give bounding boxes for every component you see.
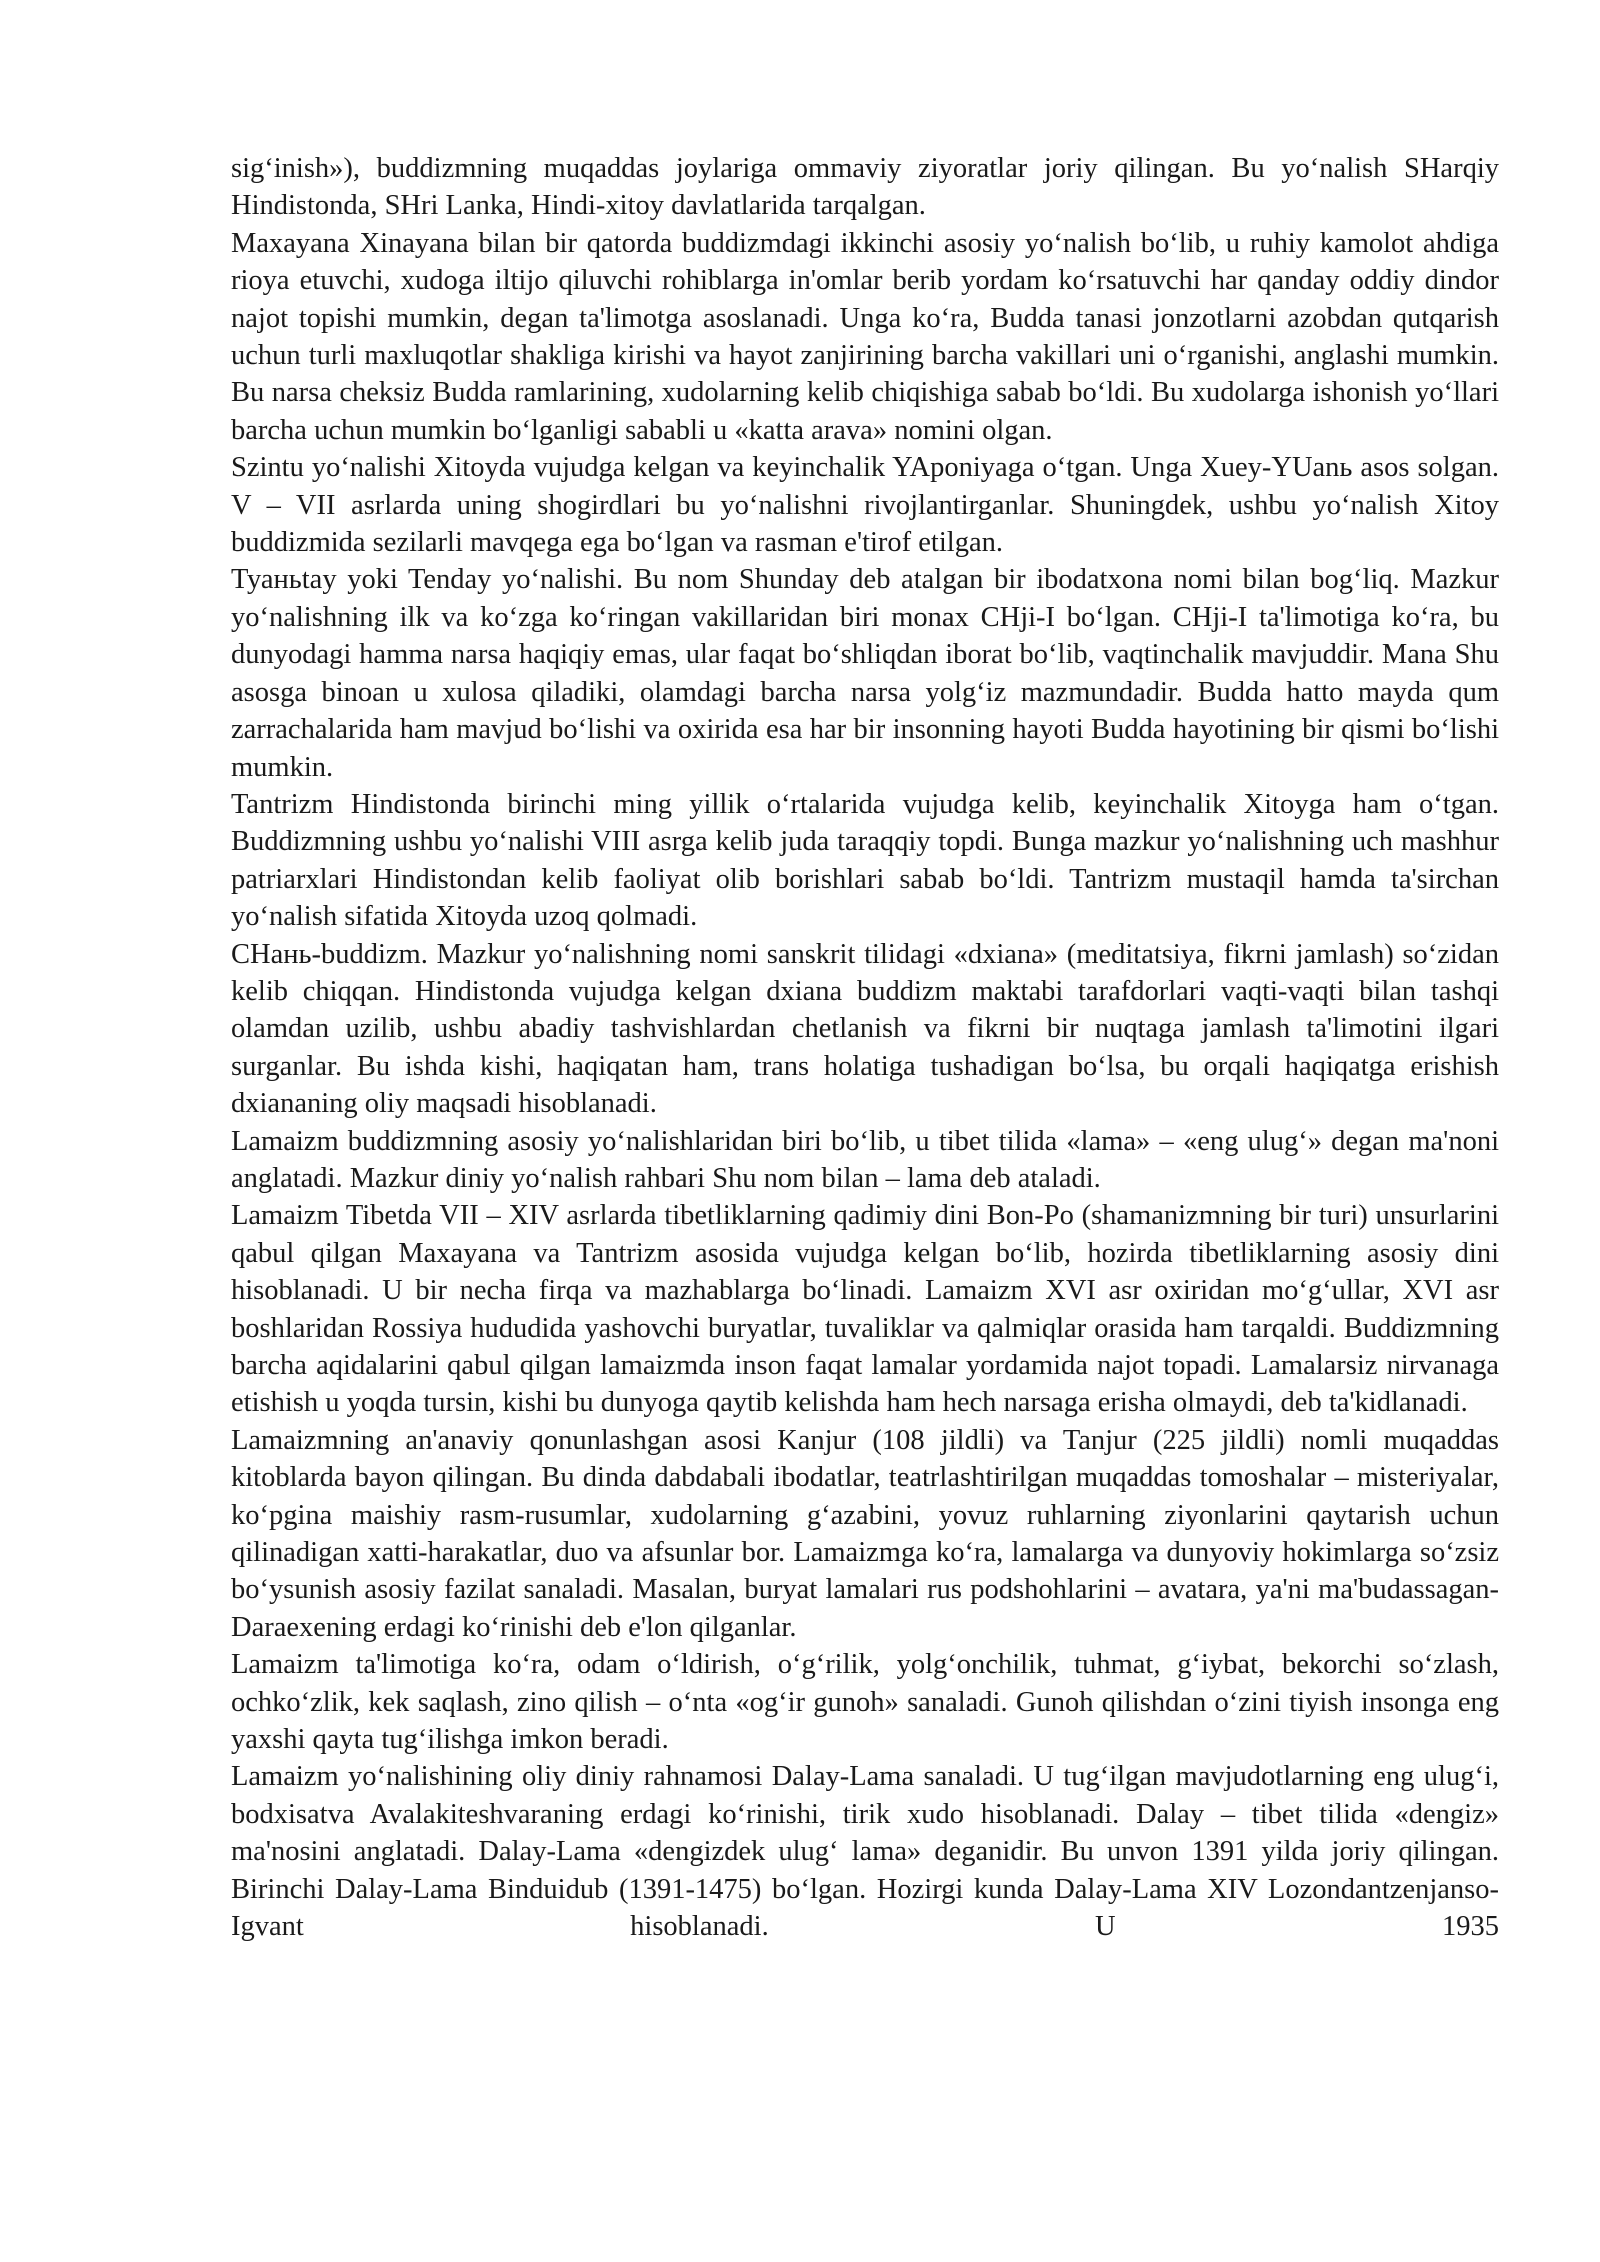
paragraph-5: Tantrizm Hindistonda birinchi ming yillik o‘rtalarida vujudga kelib, keyinchalik Xitoyga ham o‘tgan. Buddizmning ushbu yo‘nalishi VIII asrga kelib juda taraqqiy topdi. Bunga mazkur yo‘nalishning uch mashhur patriarxlari Hindistondan kelib faoliyat olib borishlari sabab bo‘ldi. Tantrizm mustaqil hamda ta'sirchan yo‘nalish sifatida Xitoyda uzoq qolmadi. — [231, 788, 1499, 933]
paragraph-4: Туаньtay yoki Tenday yo‘nalishi. Bu nom Shunday deb atalgan bir ibodatxona nomi bilan bog‘liq. Mazkur yo‘nalishning ilk va ko‘zga ko‘ringan vakillaridan biri monax CHji-I bo‘lgan. CHji-I ta'limotiga ko‘ra, bu dunyodagi hamma narsa haqiqiy emas, ular faqat bo‘shliqdan iborat bo‘lib, vaqtinchalik mavjuddir. Mana Shu asosga binoan u xulosa qiladiki, olamdagi barcha narsa yolg‘iz mazmundadir. Budda hatto mayda qum zarrachalarida ham mavjud bo‘lishi va oxirida esa har bir insonning hayoti Budda hayotining bir qismi bo‘lishi mumkin. — [231, 564, 1499, 783]
paragraph-3: Szintu yo‘nalishi Xitoyda vujudga kelgan va keyinchalik YAponiyaga o‘tgan. Unga Xuey-YUanь asos solgan. V – VII asrlarda uning shogirdlari bu yo‘nalishni rivojlantirganlar. Shuningdek, ushbu yo‘nalish Xitoy buddizmida sezilarli mavqega ega bo‘lgan va rasman e'tirof etilgan. — [231, 452, 1499, 559]
paragraph-2: Maxayana Xinayana bilan bir qatorda buddizmdagi ikkinchi asosiy yo‘nalish bo‘lib, u ruhiy kamolot ahdiga rioya etuvchi, xudoga iltijo qiluvchi rohiblarga in'omlar berib yordam ko‘rsatuvchi har qanday oddiy dindor najot topishi mumkin, degan ta'limotga asoslanadi. Unga ko‘ra, Budda tanasi jonzotlarni azobdan qutqarish uchun turli maxluqotlar shakliga kirishi va hayot zanjirining barcha vakillari uni o‘rganishi, anglashi mumkin. Bu narsa cheksiz Budda ramlarining, xudolarning kelib chiqishiga sabab bo‘ldi. Bu xudolarga ishonish yo‘llari barcha uchun mumkin bo‘lganligi sababli u «katta arava» nomini olgan. — [231, 227, 1499, 446]
paragraph-9: Lamaizmning an'anaviy qonunlashgan asosi Kanjur (108 jildli) va Tanjur (225 jildli) nomli muqaddas kitoblarda bayon qilingan. Bu dinda dabdabali ibodatlar, teatrlashtirilgan muqaddas tomoshalar – misteriyalar, ko‘pgina maishiy rasm-rusumlar, xudolarning g‘azabini, yovuz ruhlarning ziyonlarini qaytarish uchun qilinadigan xatti-harakatlar, duo va afsunlar bor. Lamaizmga ko‘ra, lamalarga va dunyoviy hokimlarga so‘zsiz bo‘ysunish asosiy fazilat sanaladi. Masalan, buryat lamalari rus podshohlarini – avatara, ya'ni ma'budassagan-Daraexening erdagi ko‘rinishi deb e'lon qilganlar. — [231, 1424, 1499, 1643]
paragraph-8: Lamaizm Tibetda VII – XIV asrlarda tibetliklarning qadimiy dini Bon-Po (shamanizmning bir turi) unsurlarini qabul qilgan Maxayana va Tantrizm asosida vujudga kelgan bo‘lib, hozirda tibetliklarning asosiy dini hisoblanadi. U bir necha firqa va mazhablarga bo‘linadi. Lamaizm XVI asr oxiridan mo‘g‘ullar, XVI asr boshlaridan Rossiya hududida yashovchi buryatlar, tuvaliklar va qalmiqlar orasida ham tarqaldi. Buddizmning barcha aqidalarini qabul qilgan lamaizmda inson faqat lamalar yordamida najot topadi. Lamalarsiz nirvanaga etishish u yoqda tursin, kishi bu dunyoga qaytib kelishda ham hech narsaga erisha olmaydi, deb ta'kidlanadi. — [231, 1200, 1499, 1419]
paragraph-11: Lamaizm yo‘nalishining oliy diniy rahnamosi Dalay-Lama sanaladi. U tug‘ilgan mavjudotlarning eng ulug‘i, bodxisatva Avalakiteshvaraning erdagi ko‘rinishi, tirik xudo hisoblanadi. Dalay – tibet tilida «dengiz» ma'nosini anglatadi. Dalay-Lama «dengizdek ulug‘ lama» deganidir. Bu unvon 1391 yilda joriy qilingan. Birinchi Dalay-Lama Binduidub (1391-1475) bo‘lgan. Hozirgi kunda Dalay-Lama XIV Lozondantzenjanso-Igvant hisoblanadi. U 1935 — [231, 1761, 1499, 1943]
paragraph-7: Lamaizm buddizmning asosiy yo‘nalishlaridan biri bo‘lib, u tibet tilida «lama» – «eng ulug‘» degan ma'noni anglatadi. Mazkur diniy yo‘nalish rahbari Shu nom bilan – lama deb ataladi. — [231, 1125, 1499, 1194]
paragraph-10: Lamaizm ta'limotiga ko‘ra, odam o‘ldirish, o‘g‘rilik, yolg‘onchilik, tuhmat, g‘iybat, bekorchi so‘zlash, ochko‘zlik, kek saqlash, zino qilish – o‘nta «og‘ir gunoh» sanaladi. Gunoh qilishdan o‘zini tiyish insonga eng yaxshi qayta tug‘ilishga imkon beradi. — [231, 1649, 1499, 1756]
paragraph-6: СНань-buddizm. Mazkur yo‘nalishning nomi sanskrit tilidagi «dxiana» (meditatsiya, fikrni jamlash) so‘zidan kelib chiqqan. Hindistonda vujudga kelgan dxiana buddizm maktabi tarafdorlari vaqti-vaqti bilan tashqi olamdan uzilib, ushbu abadiy tashvishlardan chetlanish va fikrni bir nuqtaga jamlash ta'limotini ilgari surganlar. Bu ishda kishi, haqiqatan ham, trans holatiga tushadigan bo‘lsa, bu orqali haqiqatga erishish dxiananing oliy maqsadi hisoblanadi. — [231, 938, 1499, 1120]
document-page — [231, 150, 1499, 1946]
paragraph-1: sig‘inish»), buddizmning muqaddas joylariga ommaviy ziyoratlar joriy qilingan. Bu yo‘nalish SHarqiy Hindistonda, SHri Lanka, Hindi-xitoy davlatlarida tarqalgan. — [231, 153, 1499, 222]
